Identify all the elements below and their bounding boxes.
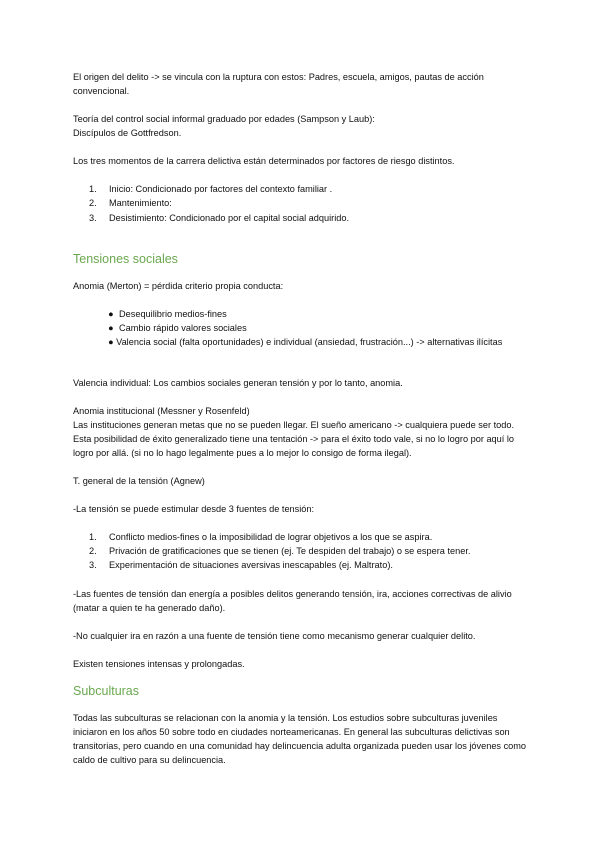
control-theory-title: Teoría del control social informal graduado por edades (Sampson y Laub):: [73, 114, 375, 124]
control-theory-subtitle: Discípulos de Gottfredson.: [73, 128, 182, 138]
list-item: ● Valencia social (falta oportunidades) e individual (ansiedad, frustración...) -> alternativas ilícitas: [108, 337, 503, 348]
subculturas-body: Todas las subculturas se relacionan con la anomia y la tensión. Los estudios sobre subculturas juveniles iniciaron en los años 50 sobre todo en ciudades norteamericanas. En general las subculturas delictivas son transitorias, pero cuando en una comunidad hay delincuencia adulta organizada pueden usar los jóvenes como caldo de cultivo para su delincuencia.: [73, 712, 527, 765]
intro-paragraph-origen: El origen del delito -> se vincula con la ruptura con estos: Padres, escuela, amigos, pautas de acción convencional.: [73, 72, 484, 96]
bullet-icon: ●: [108, 308, 114, 319]
list-item: 1. Inicio: Condicionado por factores del contexto familiar .: [89, 184, 333, 194]
anomia-merton-paragraph: Anomia (Merton) = pérdida criterio propia conducta:: [73, 280, 284, 291]
list-item: 3. Desistimiento: Condicionado por el capital social adquirido.: [89, 212, 350, 223]
list-item: ● Cambio rápido valores sociales: [73, 321, 533, 335]
section-heading-subculturas: Subculturas: [73, 683, 140, 698]
energia-paragraph: -Las fuentes de tensión dan energía a posibles delitos generando tensión, ira, acciones correctivas de alivio (matar a quien te ha generado daño).: [73, 588, 512, 613]
anomia-institucional-title: Anomia institucional (Messner y Rosenfeld): [73, 405, 250, 416]
list-item: 3. Experimentación de situaciones aversivas inescapables (ej. Maltrato).: [89, 560, 393, 571]
valencia-paragraph: Valencia individual: Los cambios sociales generan tensión y por lo tanto, anomia.: [73, 377, 403, 388]
bullet-icon: ●: [108, 323, 114, 334]
list-item: 1. Conflicto medios-fines o la imposibilidad de lograr objetivos a los que se aspira.: [89, 531, 433, 542]
career-moments-paragraph: Los tres momentos de la carrera delictiva están determinados por factores de riesgo distintos.: [73, 156, 455, 166]
existen-paragraph: Existen tensiones intensas y prolongadas.: [73, 658, 245, 669]
document-page: [73, 70, 533, 767]
list-item: 2. Privación de gratificaciones que se tienen (ej. Te despiden del trabajo) o se espera tener.: [89, 546, 471, 557]
anomia-institucional-body: Las instituciones generan metas que no se pueden llegar. El sueño americano -> cualquiera puede ser todo. Esta posibilidad de éxito generalizado tiene una tentación -> para el éxito todo vale, si no lo logro por aquí lo logro por allá. (si no lo hago legalmente pues a lo mejor lo consigo de forma ilegal).: [73, 419, 515, 458]
agnew-title: T. general de la tensión (Agnew): [73, 475, 205, 486]
career-steps-list: [73, 182, 533, 225]
tension-sources-list: [73, 530, 533, 573]
no-cualquier-paragraph: -No cualquier ira en razón a una fuente de tensión tiene como mecanismo generar cualquier delito.: [73, 630, 476, 641]
list-item: ● Desequilibrio medios-fines: [73, 307, 533, 321]
section-heading-tensiones: Tensiones sociales: [73, 251, 178, 266]
agnew-intro: -La tensión se puede estimular desde 3 fuentes de tensión:: [73, 503, 315, 514]
anomia-bullet-list: [73, 307, 533, 350]
list-item: 2. Mantenimiento:: [89, 198, 172, 209]
bullet-icon: ●: [108, 337, 114, 348]
